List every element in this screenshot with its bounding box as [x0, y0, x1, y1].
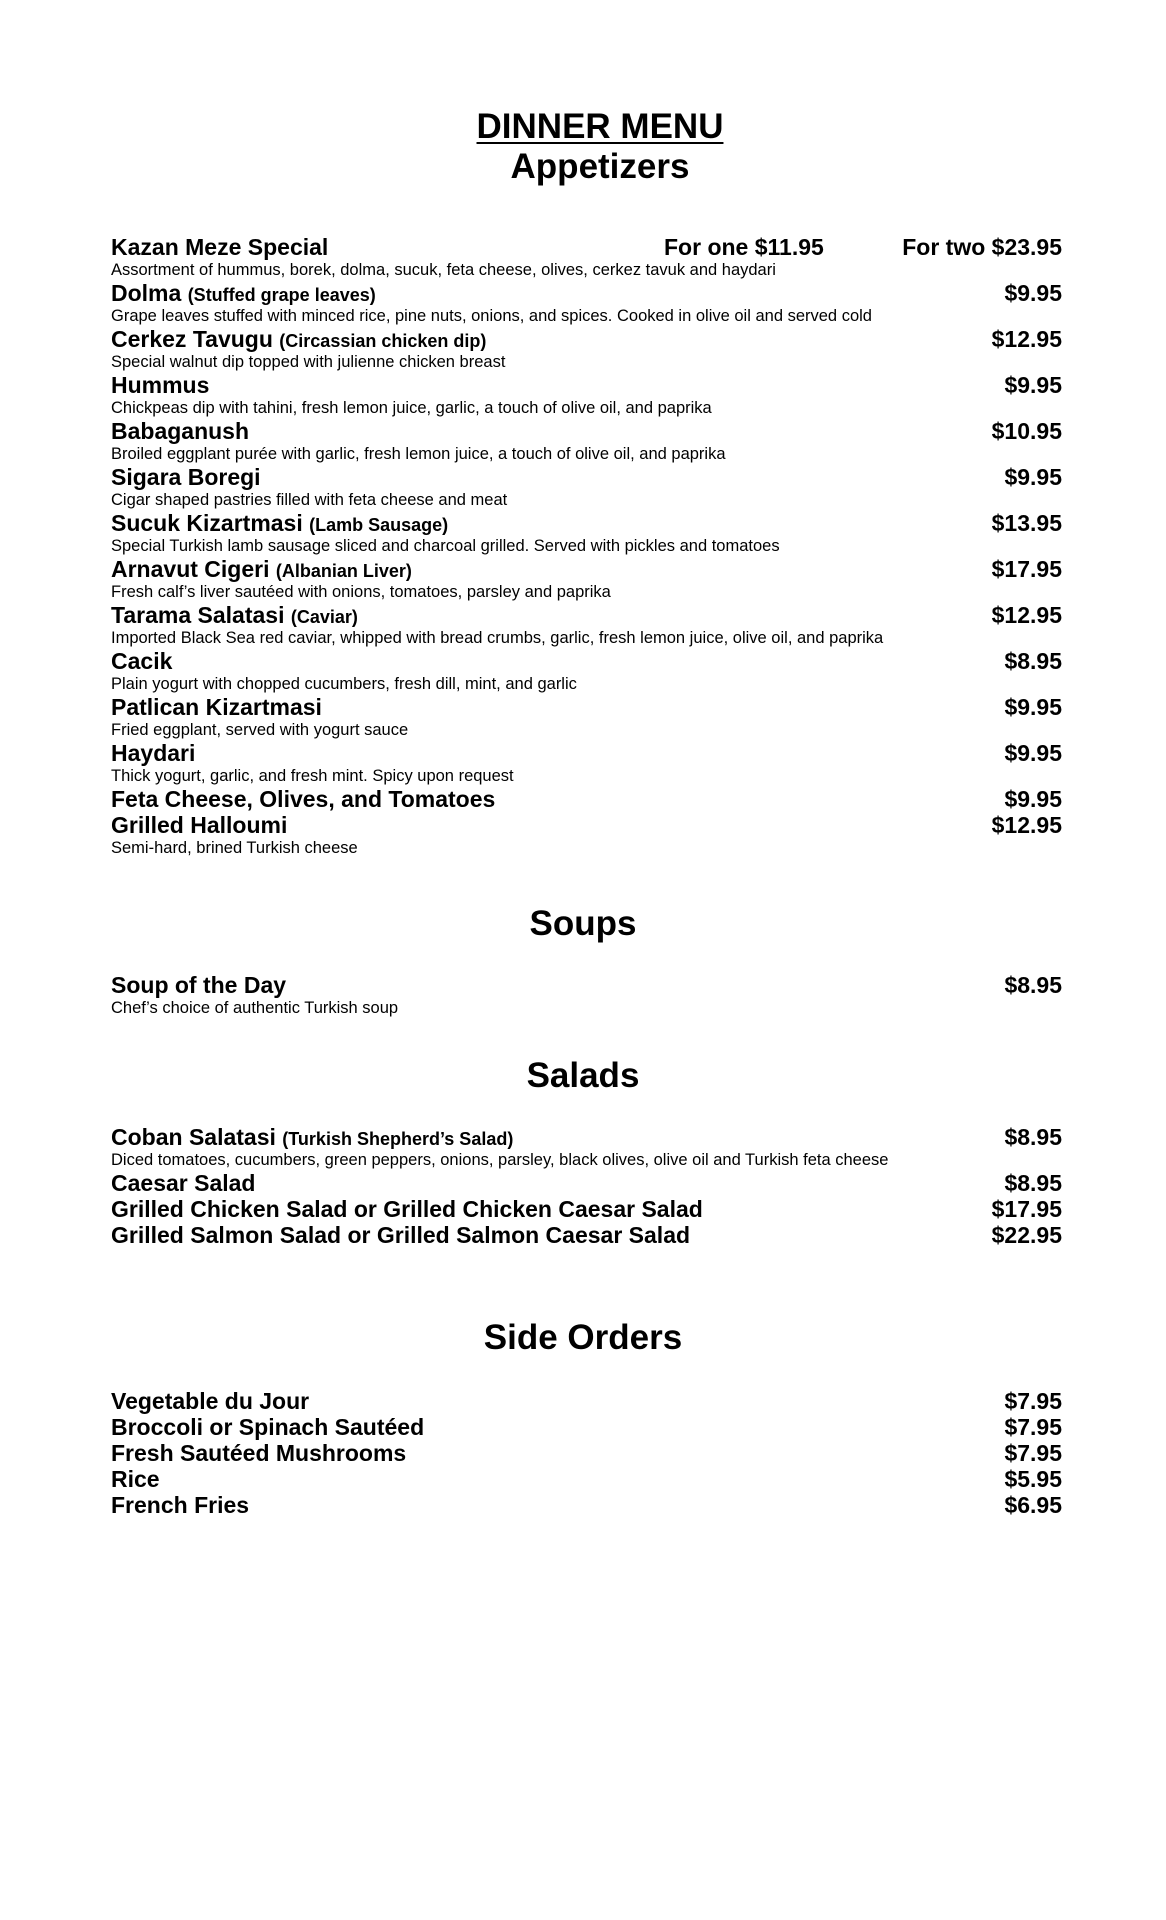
item-price: $9.95 — [1004, 280, 1062, 306]
item-price: $7.95 — [1004, 1414, 1062, 1440]
item-price: $8.95 — [1004, 972, 1062, 998]
item-name: Patlican Kizartmasi — [111, 694, 322, 720]
menu-item — [111, 602, 1062, 628]
item-note: (Turkish Shepherd’s Salad) — [282, 1129, 514, 1149]
menu-item — [111, 694, 1062, 720]
menu-item — [111, 1222, 1062, 1248]
menu-item — [111, 1492, 1062, 1518]
item-name: Broccoli or Spinach Sautéed — [111, 1414, 425, 1440]
item-price-for-one: For one $11.95 — [664, 234, 824, 260]
item-description: Semi-hard, brined Turkish cheese — [111, 839, 358, 857]
item-price: $22.95 — [991, 1222, 1062, 1248]
item-price-for-two: For two $23.95 — [902, 234, 1062, 260]
appetizers-heading: Appetizers — [510, 147, 690, 186]
item-name: Haydari — [111, 740, 196, 766]
menu-item-meze — [111, 234, 1062, 260]
item-description: Assortment of hummus, borek, dolma, sucuk, feta cheese, olives, cerkez tavuk and haydari — [111, 261, 776, 279]
item-name: Tarama Salatasi (Caviar) — [111, 602, 358, 628]
side-orders-list — [111, 1388, 1062, 1518]
item-name: Cerkez Tavugu (Circassian chicken dip) — [111, 326, 487, 352]
side-orders-heading: Side Orders — [483, 1318, 683, 1357]
item-price: $17.95 — [991, 556, 1062, 582]
item-description: Thick yogurt, garlic, and fresh mint. Spicy upon request — [111, 767, 514, 785]
item-name: Cacik — [111, 648, 173, 674]
item-description: Special Turkish lamb sausage sliced and charcoal grilled. Served with pickles and tomatoes — [111, 537, 780, 555]
menu-item — [111, 1466, 1062, 1492]
item-price: $6.95 — [1004, 1492, 1062, 1518]
menu-item — [111, 812, 1062, 838]
item-description: Broiled eggplant purée with garlic, fresh lemon juice, a touch of olive oil, and paprika — [111, 445, 726, 463]
soups-list — [111, 972, 1062, 1018]
item-price: $8.95 — [1004, 648, 1062, 674]
menu-item — [111, 786, 1062, 812]
item-name: French Fries — [111, 1492, 250, 1518]
menu-item — [111, 648, 1062, 674]
salads-heading: Salads — [526, 1056, 640, 1095]
menu-item — [111, 464, 1062, 490]
item-description: Fried eggplant, served with yogurt sauce — [111, 721, 409, 739]
item-name: Sigara Boregi — [111, 464, 261, 490]
item-note: (Albanian Liver) — [275, 561, 412, 581]
item-price: $12.95 — [991, 326, 1062, 352]
menu-item — [111, 510, 1062, 536]
item-description: Grape leaves stuffed with minced rice, pine nuts, onions, and spices. Cooked in olive oil and served cold — [111, 307, 872, 325]
item-name: Feta Cheese, Olives, and Tomatoes — [111, 786, 496, 812]
item-price: $9.95 — [1004, 694, 1062, 720]
item-name: Rice — [111, 1466, 160, 1492]
appetizers-list — [111, 234, 1062, 858]
item-description: Chickpeas dip with tahini, fresh lemon juice, garlic, a touch of olive oil, and paprika — [111, 399, 712, 417]
menu-item — [111, 326, 1062, 352]
menu-item — [111, 1196, 1062, 1222]
soups-heading: Soups — [529, 904, 637, 943]
item-name: Soup of the Day — [111, 972, 287, 998]
item-name: Sucuk Kizartmasi (Lamb Sausage) — [111, 510, 449, 536]
item-price: $8.95 — [1004, 1124, 1062, 1150]
menu-item — [111, 1414, 1062, 1440]
item-name: Caesar Salad — [111, 1170, 256, 1196]
item-description: Cigar shaped pastries filled with feta cheese and meat — [111, 491, 508, 509]
item-price: $5.95 — [1004, 1466, 1062, 1492]
item-price: $9.95 — [1004, 786, 1062, 812]
item-note: (Stuffed grape leaves) — [187, 285, 376, 305]
item-name: Fresh Sautéed Mushrooms — [111, 1440, 407, 1466]
menu-item — [111, 372, 1062, 398]
item-name: Arnavut Cigeri (Albanian Liver) — [111, 556, 412, 582]
item-price: $9.95 — [1004, 464, 1062, 490]
menu-item — [111, 556, 1062, 582]
item-name: Hummus — [111, 372, 210, 398]
menu-item — [111, 1170, 1062, 1196]
item-description: Plain yogurt with chopped cucumbers, fresh dill, mint, and garlic — [111, 675, 577, 693]
menu-item — [111, 1388, 1062, 1414]
menu-title: DINNER MENU — [476, 107, 724, 146]
item-description: Imported Black Sea red caviar, whipped with bread crumbs, garlic, fresh lemon juice, olive oil, and paprika — [111, 629, 884, 647]
item-price: $9.95 — [1004, 740, 1062, 766]
item-price: $9.95 — [1004, 372, 1062, 398]
menu-item — [111, 1440, 1062, 1466]
item-price: $7.95 — [1004, 1440, 1062, 1466]
menu-item — [111, 972, 1062, 998]
item-description: Fresh calf’s liver sautéed with onions, tomatoes, parsley and paprika — [111, 583, 611, 601]
item-price: $12.95 — [991, 602, 1062, 628]
item-name: Grilled Halloumi — [111, 812, 288, 838]
item-name: Grilled Salmon Salad or Grilled Salmon Caesar Salad — [111, 1222, 691, 1248]
item-price: $12.95 — [991, 812, 1062, 838]
item-price: $7.95 — [1004, 1388, 1062, 1414]
item-price: $17.95 — [991, 1196, 1062, 1222]
item-description: Diced tomatoes, cucumbers, green peppers, onions, parsley, black olives, olive oil and Turkish feta cheese — [111, 1151, 889, 1169]
item-name: Coban Salatasi (Turkish Shepherd’s Salad) — [111, 1124, 514, 1150]
item-name: Dolma (Stuffed grape leaves) — [111, 280, 376, 306]
item-note: (Circassian chicken dip) — [279, 331, 487, 351]
menu-item — [111, 1124, 1062, 1150]
menu-item — [111, 280, 1062, 306]
item-name: Grilled Chicken Salad or Grilled Chicken Caesar Salad — [111, 1196, 703, 1222]
item-note: (Caviar) — [290, 607, 358, 627]
item-name: Babaganush — [111, 418, 250, 444]
salads-list — [111, 1124, 1062, 1248]
menu-item — [111, 740, 1062, 766]
item-price: $8.95 — [1004, 1170, 1062, 1196]
item-note: (Lamb Sausage) — [309, 515, 449, 535]
item-name: Kazan Meze Special — [111, 234, 329, 260]
item-price: $13.95 — [991, 510, 1062, 536]
item-name: Vegetable du Jour — [111, 1388, 310, 1414]
item-description: Chef’s choice of authentic Turkish soup — [111, 999, 399, 1017]
menu-item — [111, 418, 1062, 444]
item-price: $10.95 — [991, 418, 1062, 444]
item-description: Special walnut dip topped with julienne chicken breast — [111, 353, 506, 371]
